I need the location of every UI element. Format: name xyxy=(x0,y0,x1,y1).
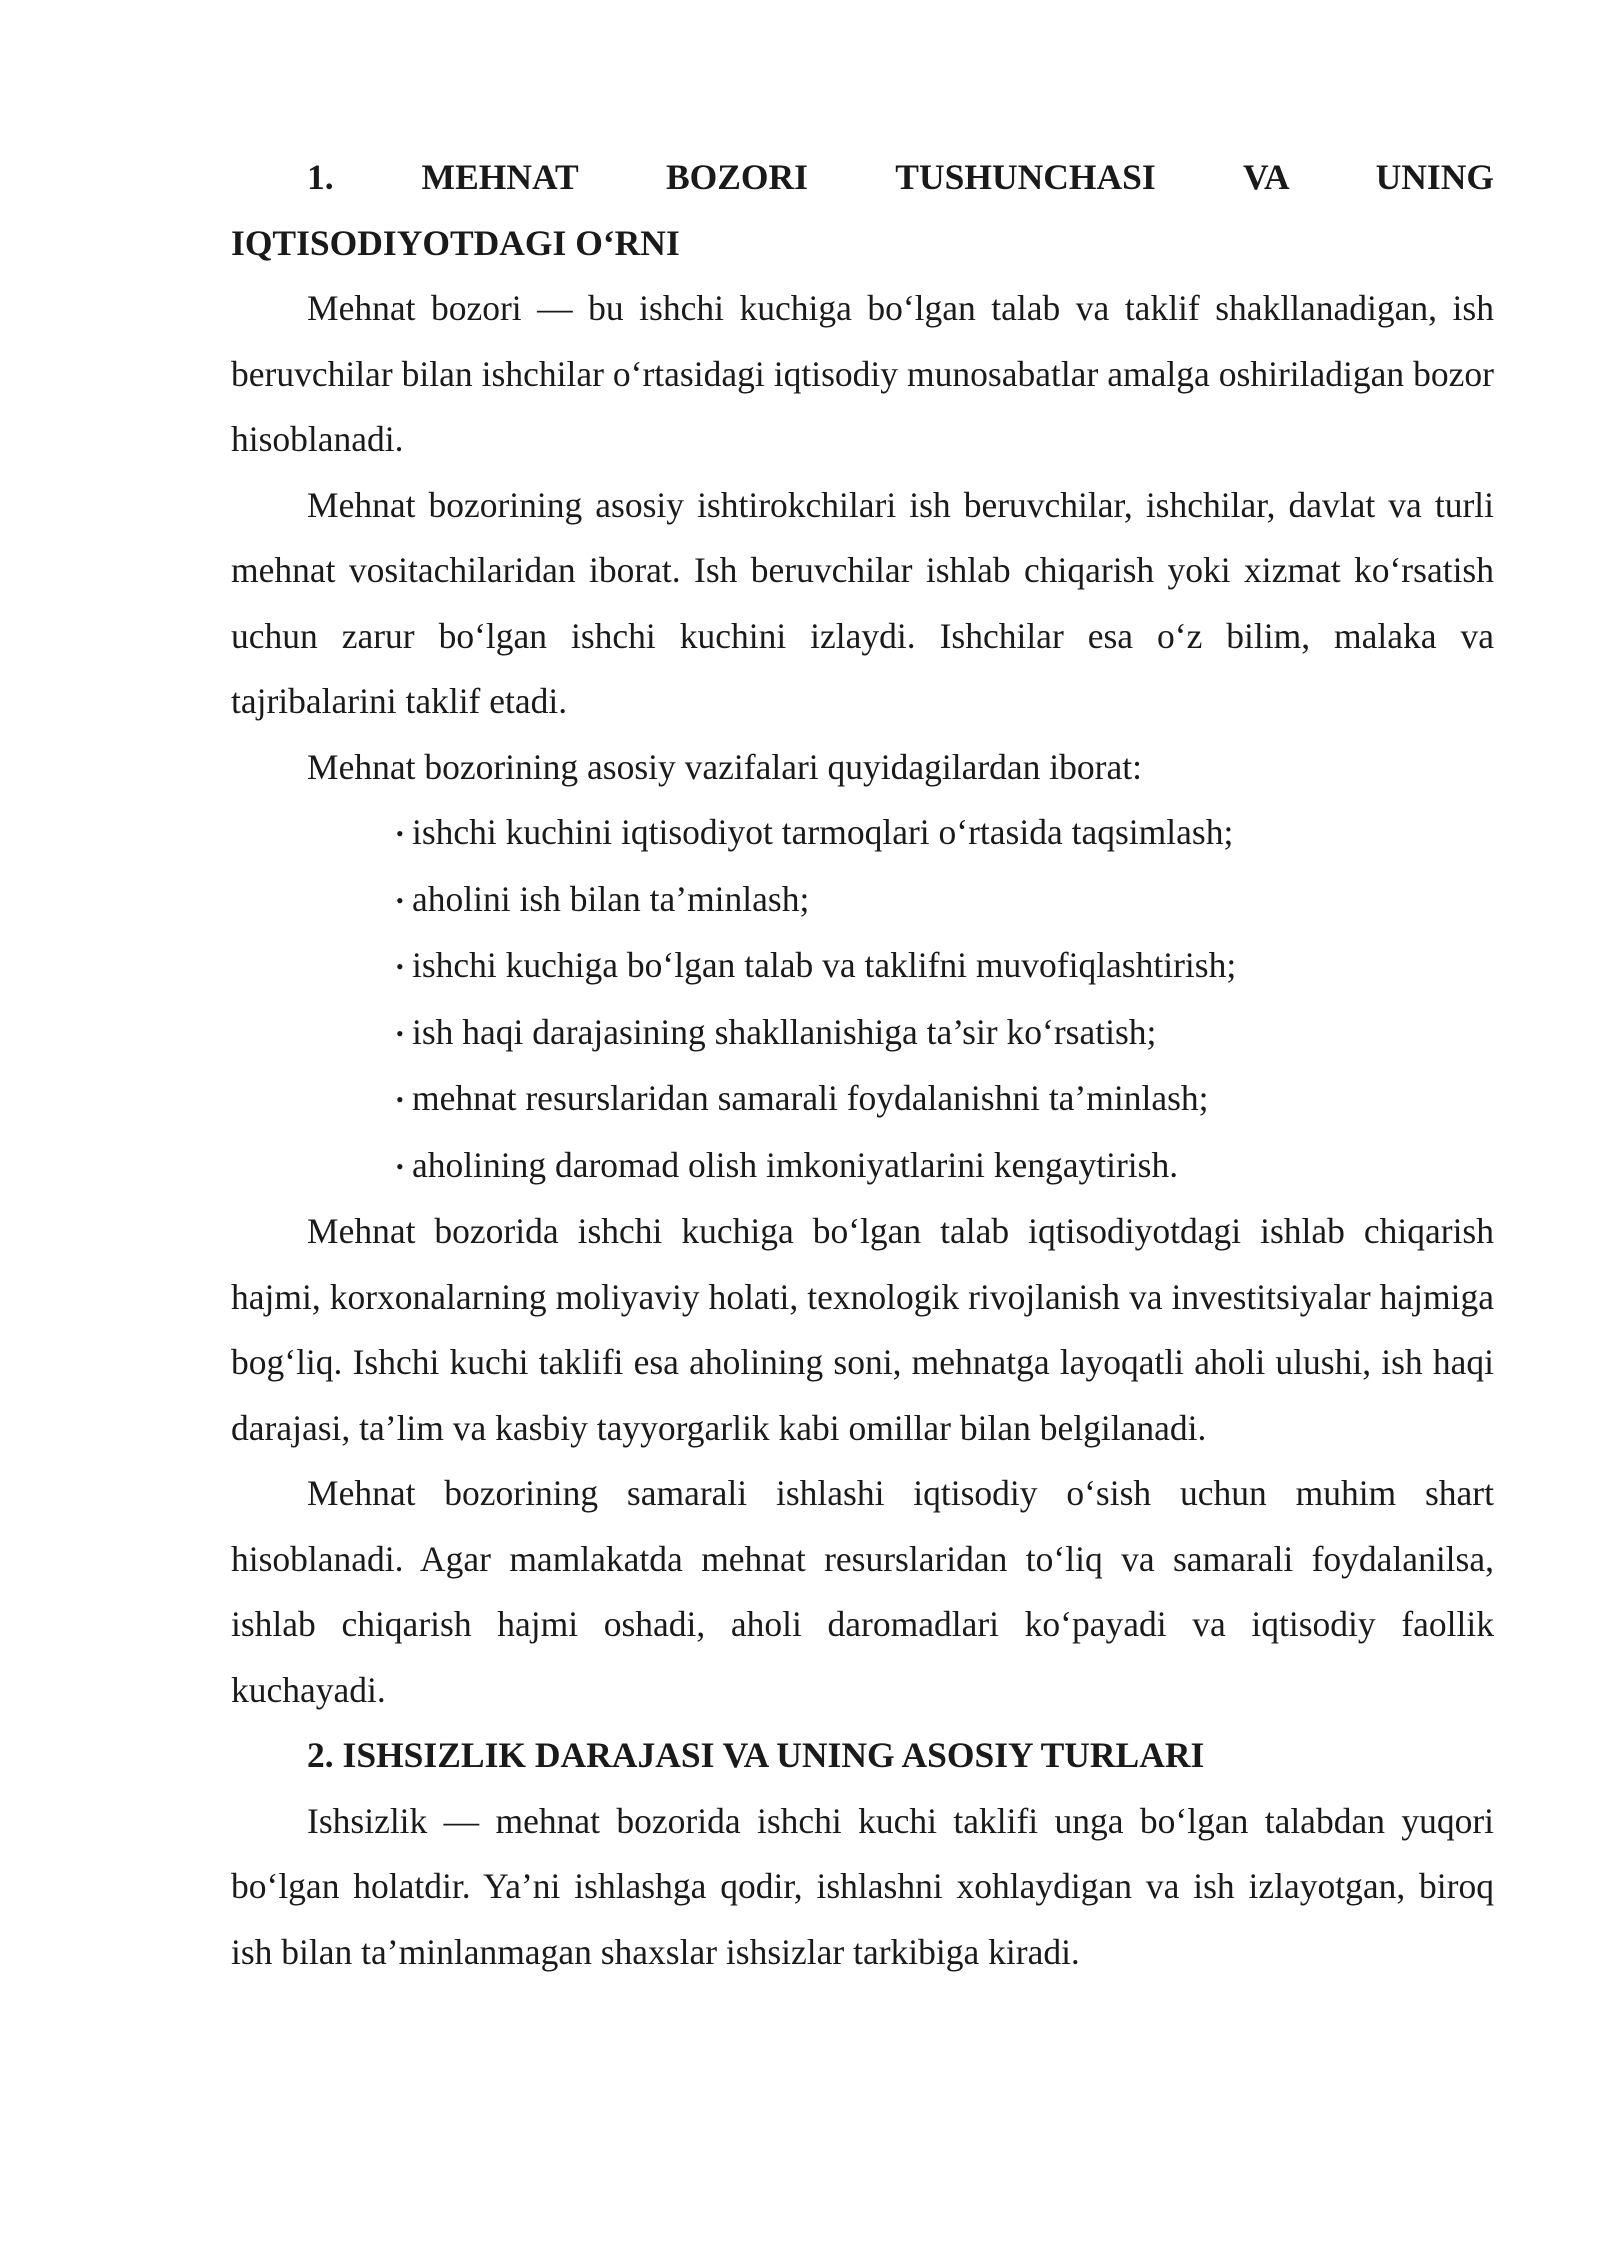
section-1-heading xyxy=(231,145,1494,276)
list-item-text: aholining daromad olish imkoniyatlarini kengaytirish. xyxy=(412,1144,1179,1185)
functions-bullet-list xyxy=(231,800,1494,1199)
list-item-text: aholini ish bilan ta’minlash; xyxy=(412,878,810,919)
section-1-paragraph-4: Mehnat bozorida ishchi kuchiga bo‘lgan talab iqtisodiyotdagi ishlab chiqarish hajmi, korxonalarning moliyaviy holati, texnologik rivojlanish va investitsiyalar hajmiga bog‘liq. Ishchi kuchi taklifi esa aholining soni, mehnatga layoqatli aholi ulushi, ish haqi darajasi, ta’lim va kasbiy tayyorgarlik kabi omillar bilan belgilanadi. xyxy=(231,1211,1494,1448)
list-item-text: ishchi kuchiga bo‘lgan talab va taklifni muvofiqlashtirish; xyxy=(412,945,1237,985)
section-1-heading-line-1: 1. MEHNAT BOZORI TUSHUNCHASI VA UNING xyxy=(307,157,1494,197)
list-item xyxy=(396,933,1494,1000)
list-item-text: ishchi kuchini iqtisodiyot tarmoqlari o‘rtasida taqsimlash; xyxy=(412,812,1234,852)
list-item xyxy=(396,1066,1494,1133)
bullet-icon: • xyxy=(396,887,404,913)
document-page xyxy=(231,145,1494,1985)
list-item xyxy=(396,867,1494,934)
section-1-paragraph-3: Mehnat bozorining asosiy vazifalari quyidagilardan iborat: xyxy=(307,746,1142,787)
section-1-paragraph-2: Mehnat bozorining asosiy ishtirokchilari ish beruvchilar, ishchilar, davlat va turli mehnat vositachilaridan iborat. Ish beruvchilar ishlab chiqarish yoki xizmat ko‘rsatish uchun zarur bo‘lgan ishchi kuchini izlaydi. Ishchilar esa o‘z bilim, malaka va tajribalarini taklif etadi. xyxy=(231,484,1494,721)
section-1-paragraph-1: Mehnat bozori — bu ishchi kuchiga bo‘lgan talab va taklif shakllanadigan, ish beruvchilar bilan ishchilar o‘rtasidagi iqtisodiy munosabatlar amalga oshiriladigan bozor hisoblanadi. xyxy=(231,288,1494,459)
list-item xyxy=(396,1000,1494,1067)
list-item-text: ish haqi darajasining shakllanishiga ta’sir ko‘rsatish; xyxy=(412,1011,1157,1052)
bullet-icon: • xyxy=(396,1153,404,1179)
bullet-icon: • xyxy=(396,1087,404,1112)
bullet-icon: • xyxy=(396,821,404,846)
bullet-icon: • xyxy=(396,1020,404,1046)
section-2-heading: 2. ISHSIZLIK DARAJASI VA UNING ASOSIY TURLARI xyxy=(307,1735,1205,1775)
section-2-paragraph-1: Ishsizlik — mehnat bozorida ishchi kuchi taklifi unga bo‘lgan talabdan yuqori bo‘lgan holatdir. Ya’ni ishlashga qodir, ishlashni xohlaydigan va ish izlayotgan, biroq ish bilan ta’minlanmagan shaxslar ishsizlar tarkibiga kiradi. xyxy=(231,1800,1494,1972)
list-item-text: mehnat resurslaridan samarali foydalanishni ta’minlash; xyxy=(412,1078,1209,1118)
bullet-icon: • xyxy=(396,954,404,979)
section-1-heading-line-2: IQTISODIYOTDAGI O‘RNI xyxy=(231,222,680,263)
list-item xyxy=(396,1133,1494,1200)
list-item xyxy=(396,800,1494,867)
section-1-paragraph-5: Mehnat bozorining samarali ishlashi iqtisodiy o‘sish uchun muhim shart hisoblanadi. Agar mamlakatda mehnat resurslaridan to‘liq va samarali foydalanilsa, ishlab chiqarish hajmi oshadi, aholi daromadlari ko‘payadi va iqtisodiy faollik kuchayadi. xyxy=(231,1473,1494,1710)
